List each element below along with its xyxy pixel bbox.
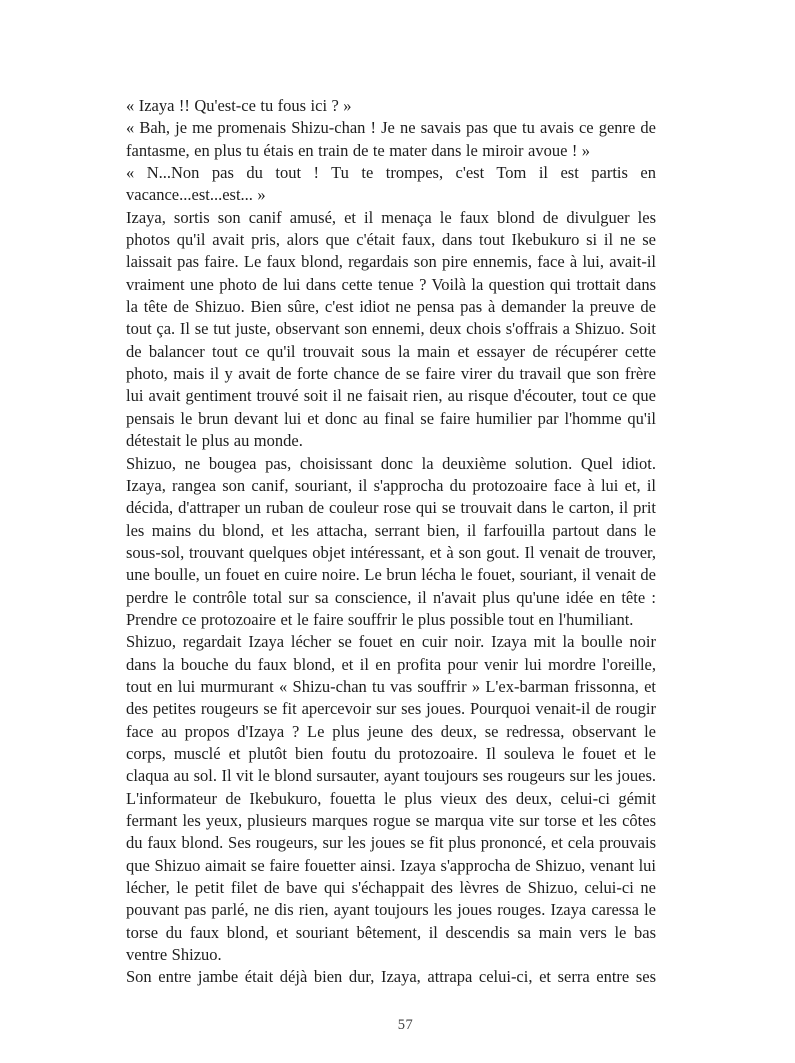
narrative-paragraph-2: Shizuo, ne bougea pas, choisissant donc la deuxième solution. Quel idiot. Izaya, rangea son canif, souriant, il s'approcha du protozoaire face à lui et, il décida, d'attraper un ruban de couleur rose qui se trouvait dans le carton, il prit les mains du blond, et les attacha, serrant bien, il farfouilla partout dans le sous-sol, trouvant quelques objet intéressant, et à son gout. Il venait de trouver, une boulle, un fouet en cuire noire. Le brun lécha le fouet, souriant, il venait de perdre le contrôle total sur sa conscience, il n'avait plus qu'une idée en tête : Prendre ce protozoaire et le faire souffrir le plus possible tout en l'humiliant. — [126, 453, 656, 629]
narrative-paragraph-1: Izaya, sortis son canif amusé, et il menaça le faux blond de divulguer les photos qu'il avait pris, alors que c'était faux, dans tout Ikebukuro si il ne se laissait pas faire. Le faux blond, regardais son pire ennemis, face à lui, avait-il vraiment une photo de lui dans cette tenue ? Voilà la question qui trottait dans la tête de Shizuo. Bien sûre, c'est idiot ne pensa pas à demander la preuve de tout ça. Il se tut juste, observant son ennemi, deux chois s'offrais a Shizuo. Soit de balancer tout ce qu'il trouvait sous la main et essayer de récupérer cette photo, mais il y avait de forte chance de se faire virer du travail que son frère lui avait gentiment trouvé soit il ne faisait rien, au risque d'écouter, tout ce que pensais le brun devant lui et donc au final se faire humilier par l'homme qu'il détestait le plus au monde. — [126, 207, 656, 451]
dialogue-line-2: « Bah, je me promenais Shizu-chan ! Je ne savais pas que tu avais ce genre de fantasme, en plus tu étais en train de te mater dans le miroir avoue ! » — [126, 118, 656, 160]
page-text-block — [126, 95, 656, 989]
dialogue-line-3: « N...Non pas du tout ! Tu te trompes, c'est Tom il est partis en vacance...est...est... » — [126, 163, 656, 205]
page-footer — [8, 1016, 795, 1034]
page-number: 57 — [397, 1017, 414, 1033]
dialogue-line-1: « Izaya !! Qu'est-ce tu fous ici ? » — [126, 96, 352, 115]
narrative-paragraph-3: Shizuo, regardait Izaya lécher se fouet en cuir noir. Izaya mit la boulle noir dans la bouche du faux blond, et il en profita pour venir lui mordre l'oreille, tout en lui murmurant « Shizu-chan tu vas souffrir » L'ex-barman frissonna, et des petites rougeurs se fit apercevoir sur ses joues. Pourquoi venait-il de rougir face au propos d'Izaya ? Le plus jeune des deux, se redressa, observant le corps, musclé et plutôt bien foutu du protozoaire. Il souleva le fouet et le claqua au sol. Il vit le blond sursauter, ayant toujours ses rougeurs sur les joues. L'informateur de Ikebukuro, fouetta le plus vieux des deux, celui-ci gémit fermant les yeux, plusieurs marques rogue se marqua vite sur torse et les côtes du faux blond. Ses rougeurs, sur les joues se fit plus prononcé, et cela prouvais que Shizuo aimait se faire fouetter ainsi. Izaya s'approcha de Shizuo, venant lui lécher, le petit filet de bave qui s'échappait des lèvres de Shizuo, celui-ci ne pouvant pas parlé, ne dis rien, ayant toujours les joues rouges. Izaya caressa le torse du faux blond, et souriant bêtement, il descendis sa main vers le bas ventre Shizuo. — [126, 632, 656, 965]
narrative-paragraph-continued: Son entre jambe était déjà bien dur, Izaya, attrapa celui-ci, et serra entre ses — [126, 967, 656, 987]
